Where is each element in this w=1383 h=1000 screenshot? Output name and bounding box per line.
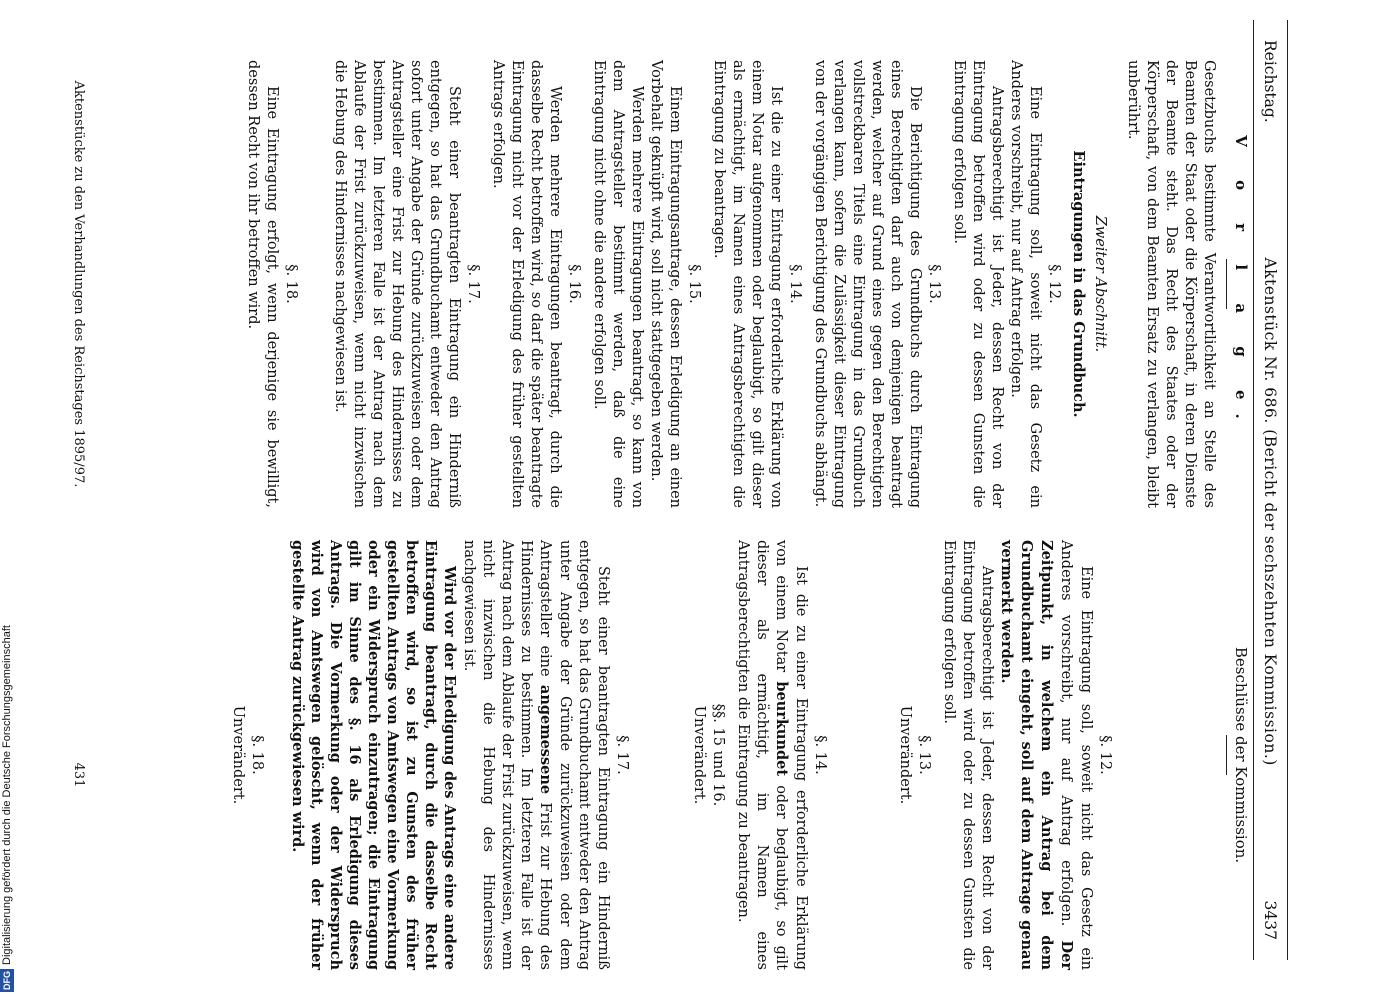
dfg-logo: DFG [2,971,12,990]
paragraph-text: Einem Eintragungsantrage, dessen Erledigung an einen Vorbehalt geknüpft wird, soll nicht stattgegeben werden. [648,60,683,508]
paragraph-text: Antragsberechtigt ist Jeder, dessen Recht von der Eintragung betroffen wird oder zu dessen Gunsten die Eintragung erfolgen soll. [941,540,995,970]
paragraph-label: §. 14. [812,735,828,775]
header-rule-top [1287,20,1288,960]
paragraph-label: §. 17. [614,735,630,775]
unchanged-note: Unverändert. [230,705,246,805]
text-plain: Eine Eintragung soll, soweit nicht das Gesetz ein Anderes vorschreibt, nur auf Antrag erfolgen. [1058,540,1094,970]
paragraph-text: Antragsberechtigt ist Jeder, dessen Recht von der Eintragung betroffen wird oder zu dessen Gunsten die Eintragung erfolgen soll. [951,60,1005,508]
paragraph-label: §. 17. [465,264,481,304]
text-amendment: beurkundet [773,681,790,777]
paragraph-label: §. 12. [1046,264,1062,304]
text-plain: Ist die zu einer Eintragung erforderliche Erklärung von einem Notar [773,540,809,970]
paragraph-label: §. 15. [686,264,702,304]
paragraph-label: §. 12. [1097,735,1113,775]
title-underline [1226,735,1227,775]
column-title: V o r l a g e. [1232,135,1250,433]
page-header [1258,40,1282,940]
paragraph-text: Eine Eintragung soll, soweit nicht das Gesetz ein Anderes vorschreibt, nur auf Antrag erfolgen. [1008,60,1043,508]
unchanged-note: Unverändert. [897,705,913,805]
paragraph-text: Die Berichtigung des Grundbuchs durch Eintragung eines Berechtigten darf auch von demjenigen beantragt werden, welcher auf Grund eines gegen den Berechtigten vollstreckbaren Titels eine Eintragung in das Grundbuch verlangen kann, sofern die Zulässigkeit dieser Eintragung von der vorgängigen Berichtigung des Grundbuchs abhängt. [812,60,923,508]
column-vorlage [243,60,1250,508]
paragraph-amendment: Wird vor der Erledigung des Antrags eine andere Eintragung beantragt, durch die dasselbe Recht betroffen wird, so ist zu Gunsten des früher gestellten Antrags von Amtswegen eine Vormerkung oder ein Widerspruch einzutragen; die Eintragung gilt im Sinne des §. 16 als Erledigung dieses Antrags. Die Vormerkung oder der Widerspruch wird von Amtswegen gelöscht, wenn der früher gestellte Antrag zurückgewiesen wird. [289,540,458,970]
paragraph-text: Steht einer beantragten Eintragung ein Hinderniß entgegen, so hat das Grundbuchamt entweder den Antrag sofort unter Angabe der Gründe zurückzuweisen oder dem Antragsteller eine Frist zur Hebung des Hindernisses zu bestimmen. Im letzteren Falle ist der Antrag nach dem Ablaufe der Frist zurückzuweisen, wenn nicht inzwischen die Hebung des Hindernisses nachgewiesen ist. [332,60,462,508]
paragraph-label: §. 13. [916,735,932,775]
paragraph-label: §. 18. [283,264,299,304]
header-center: Aktenstück Nr. 686. (Bericht der sechszehnten Kommission.) [1261,257,1280,766]
paragraph-label: §. 13. [926,264,942,304]
header-left: Reichstag. [1261,40,1280,123]
text-plain: Steht einer beantragten Eintragung ein Hinderniß entgegen, so hat das Grundbuchamt entweder den Antrag unter Angabe der Gründe zurückzuweisen oder dem Antragsteller eine [537,540,611,970]
section-heading: Zweiter Abschnitt. [1092,215,1108,353]
paragraph-text [733,540,810,970]
paragraph-text [459,540,612,970]
paragraph-text: Ist die zu einer Eintragung erforderliche Erklärung von einem Notar aufgenommen oder beglaubigt, so gilt dieser als ermächtigt, im Namen eines Antragsberechtigten die Eintragung zu beantragen. [711,60,784,508]
unchanged-note: Unverändert. [691,705,707,805]
paragraph-label: §. 16. [566,264,582,304]
paragraph-label: §. 18. [249,735,265,775]
document-footer: Aktenstücke zu den Verhandlungen des Reichstages 1895/97. [71,80,86,488]
paragraph-label: §. 14. [787,264,803,304]
section-title: Eintragungen in das Grundbuch. [1070,150,1087,418]
credit-text: Digitalisierung gefördert durch die Deutsche Forschungsgemeinschaft [1,625,13,965]
paragraph-label: §§. 15 und 16. [710,703,726,807]
digitization-credit [0,0,14,1000]
page-number: 431 [71,762,86,788]
text-plain: Frist zur Hebung des Hindernisses zu bestimmen. Im letzteren Falle ist der Antrag nach dem Ablaufe der Frist zurückzuweisen, wenn nicht inzwischen die Hebung des Hindernisses nachgewiesen ist. [461,540,553,970]
paragraph-text: Werden mehrere Eintragungen beantragt, so kann von dem Antragsteller bestimmt werden, daß die eine Eintragung nicht ohne die andere erfolgen soll. [591,60,645,508]
title-underline [1226,259,1227,309]
paragraph-text: Werden mehrere Eintragungen beantragt, durch die dasselbe Recht betroffen wird, so darf die später beantragte Eintragung nicht vor der Erledigung des früher gestellten Antrags erfolgen. [490,60,563,508]
paragraph-text [996,540,1095,970]
header-rule-bottom [1253,20,1254,960]
text-plain: oder beglaubigt, so gilt dieser als ermächtigt, im Namen eines Antragsberechtigten die Eintragung zu beantragen. [735,540,789,971]
header-page-number: 3437 [1261,900,1280,940]
text-amendment: angemessene [537,684,554,795]
column-beschluesse [228,540,1250,970]
column-title: Beschlüsse der Kommission. [1232,646,1250,864]
intro-paragraph: Gesetzbuchs bestimmte Verantwortlichkeit an Stelle des Beamten der Staat oder die Körperschaft, in deren Dienste der Beamte steht. Das Recht des Staates oder der Körperschaft, von dem Beamten Ersatz zu verlangen, bleibt unberührt. [1125,60,1217,508]
text-amendment: Der Zeitpunkt, in welchem ein Antrag bei dem Grundbuchamt eingeht, soll auf dem Antrage genau vermerkt werden. [998,540,1075,970]
paragraph-text: Eine Eintragung erfolgt, wenn derjenige sie bewilligt, dessen Recht von ihr betroffen wird. [245,60,280,508]
